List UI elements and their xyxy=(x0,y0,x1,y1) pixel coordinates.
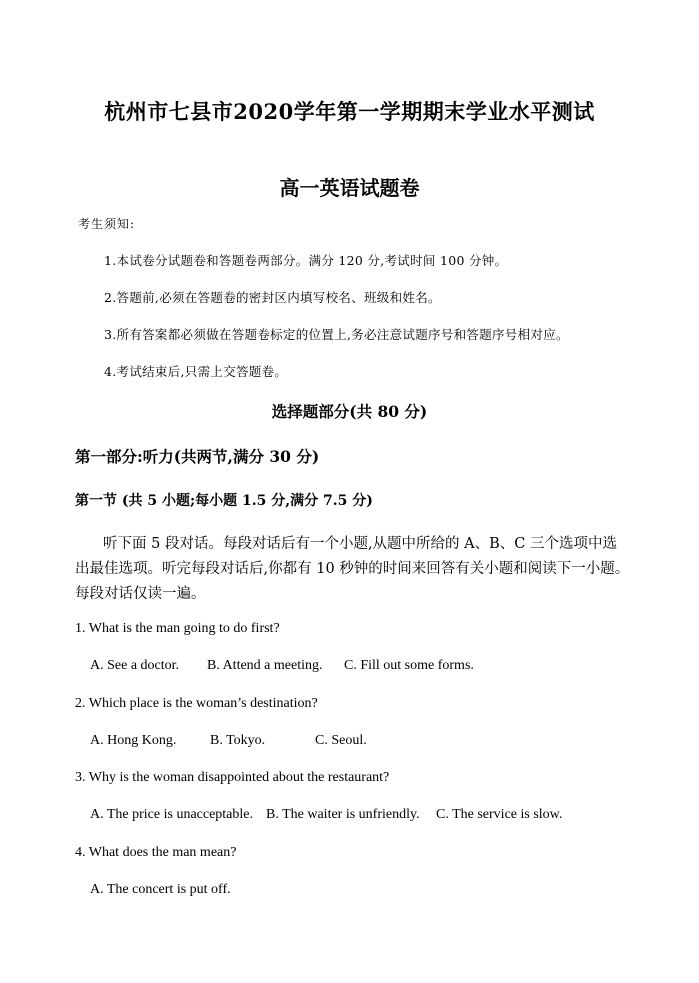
part-title: 第一部分:听力(共两节,满分 30 分) xyxy=(75,447,320,466)
subsection-title: 第一节 (共 5 小题;每小题 1.5 分,满分 7.5 分) xyxy=(75,493,373,509)
question-2-option-c: C. Seoul. xyxy=(315,733,367,748)
question-4-option-a: A. The concert is put off. xyxy=(90,882,231,897)
question-3-option-a: A. The price is unacceptable. xyxy=(90,807,254,822)
question-1: 1. What is the man going to do first? xyxy=(75,621,280,636)
question-2: 2. Which place is the woman’s destination? xyxy=(75,696,318,711)
exam-subtitle: 高一英语试题卷 xyxy=(279,176,420,200)
question-2-option-b: B. Tokyo. xyxy=(210,733,266,748)
instruction-line-3: 每段对话仅读一遍。 xyxy=(75,586,206,602)
question-1-option-a: A. See a doctor. xyxy=(90,658,180,673)
instruction-line-2: 出最佳选项。听完每段对话后,你都有 10 秒钟的时间来回答有关小题和阅读下一小题。 xyxy=(75,561,630,577)
question-3: 3. Why is the woman disappointed about the restaurant? xyxy=(75,770,390,785)
notice-item-2: 2.答题前,必须在答题卷的密封区内填写校名、班级和姓名。 xyxy=(104,290,441,305)
notice-item-4: 4.考试结束后,只需上交答题卷。 xyxy=(104,364,288,379)
section-title: 选择题部分(共 80 分) xyxy=(271,402,428,421)
notice-heading: 考生须知: xyxy=(78,217,136,231)
question-1-option-c: C. Fill out some forms. xyxy=(344,658,474,673)
question-3-option-c: C. The service is slow. xyxy=(436,807,563,822)
question-1-option-b: B. Attend a meeting. xyxy=(207,658,323,673)
question-2-option-a: A. Hong Kong. xyxy=(90,733,177,748)
notice-item-3: 3.所有答案都必须做在答题卷标定的位置上,务必注意试题序号和答题序号相对应。 xyxy=(104,327,569,342)
question-4: 4. What does the man mean? xyxy=(75,845,237,860)
instruction-line-1: 听下面 5 段对话。每段对话后有一个小题,从题中所给的 A、B、C 三个选项中选 xyxy=(103,536,617,552)
notice-item-1: 1.本试卷分试题卷和答题卷两部分。满分 120 分,考试时间 100 分钟。 xyxy=(104,253,508,268)
exam-title: 杭州市七县市2020学年第一学期期末学业水平测试 xyxy=(104,99,595,124)
question-3-option-b: B. The waiter is unfriendly. xyxy=(266,807,420,822)
